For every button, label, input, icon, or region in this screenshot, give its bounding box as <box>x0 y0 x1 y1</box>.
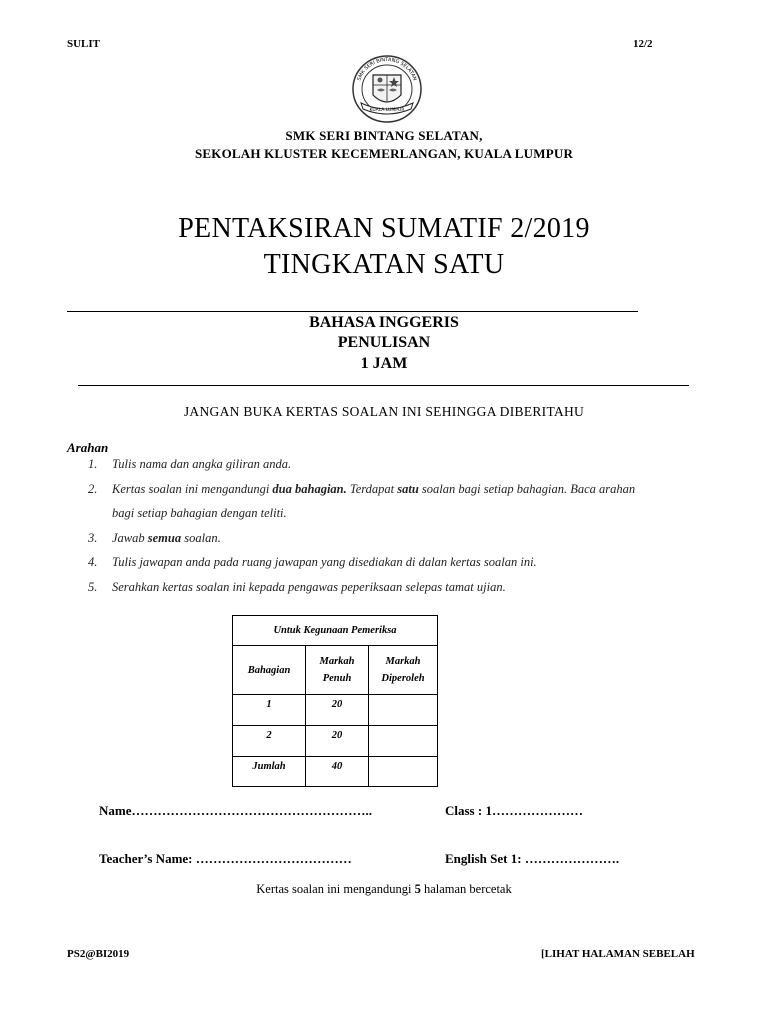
instruction-number: 1. <box>88 457 98 471</box>
table-row <box>233 757 438 787</box>
table-cell-full: 40 <box>306 757 369 787</box>
instruction-item <box>88 526 221 550</box>
instruction-text: Tulis jawapan anda pada ruang jawapan yang disediakan di dalan kertas soalan ini. <box>112 555 537 569</box>
class-field[interactable]: Class : 1………………… <box>445 803 583 818</box>
instruction-emphasis: satu <box>397 482 419 496</box>
instruction-text: Terdapat <box>346 482 398 496</box>
instruction-emphasis: semua <box>147 531 182 545</box>
exam-title: PENTAKSIRAN SUMATIF 2/2019 <box>178 213 590 244</box>
paper-name: PENULISAN <box>337 334 431 351</box>
table-cell-part: 2 <box>233 726 306 757</box>
table-row <box>233 695 438 726</box>
table-header: Markah Diperoleh <box>369 646 438 695</box>
instruction-emphasis: dua bahagian. <box>272 482 347 496</box>
instruction-number: 4. <box>88 555 98 569</box>
instruction-item <box>88 452 291 476</box>
footer-code: PS2@BI2019 <box>67 948 130 960</box>
instruction-text: Jawab <box>112 531 148 545</box>
table-cell-full: 20 <box>306 726 369 757</box>
table-cell-obtained[interactable] <box>369 726 438 757</box>
instruction-continuation: bagi setiap bahagian dengan teliti. <box>112 506 287 520</box>
divider-bottom <box>78 385 689 386</box>
page-count-note: Kertas soalan ini mengandungi 5 halaman bercetak <box>256 882 512 896</box>
english-set-field[interactable]: English Set 1: …………………. <box>445 851 620 866</box>
instructions-heading: Arahan <box>67 440 109 455</box>
svg-text:SMK SERI BINTANG SELATAN: SMK SERI BINTANG SELATAN <box>356 56 418 82</box>
table-cell-part: 1 <box>233 695 306 726</box>
instruction-text: soalan bagi setiap bahagian. Baca arahan <box>418 482 636 496</box>
header-page-code: 12/2 <box>633 38 653 50</box>
svg-text:KUALA LUMPUR: KUALA LUMPUR <box>369 108 405 113</box>
instruction-text: Kertas soalan ini mengandungi <box>112 482 273 496</box>
footer-turn-page: [LIHAT HALAMAN SEBELAH <box>541 948 695 960</box>
table-cell-obtained[interactable] <box>369 695 438 726</box>
table-cell-obtained[interactable] <box>369 757 438 787</box>
divider-top <box>67 311 638 312</box>
teacher-name-field[interactable]: Teacher’s Name: ……………………………… <box>99 851 352 866</box>
instruction-item <box>88 477 728 525</box>
paper-duration: 1 JAM <box>360 355 408 372</box>
instruction-text: Serahkan kertas soalan ini kepada pengawas peperiksaan selepas tamat ujian. <box>112 580 506 594</box>
instruction-text: soalan. <box>181 531 221 545</box>
header-sulit: SULIT <box>67 38 101 50</box>
table-header: Bahagian <box>233 646 306 695</box>
instruction-number: 3. <box>88 531 98 545</box>
school-cluster: SEKOLAH KLUSTER KECEMERLANGAN, KUALA LUMPUR <box>194 146 574 161</box>
table-header: Markah Penuh <box>306 646 369 695</box>
instruction-item <box>88 550 537 574</box>
name-field[interactable]: Name……………………………………………….. <box>99 803 372 818</box>
table-cell-part: Jumlah <box>233 757 306 787</box>
school-crest <box>351 53 423 125</box>
exam-form: TINGKATAN SATU <box>263 249 505 280</box>
instruction-item <box>88 575 506 599</box>
page-count: 5 <box>414 882 421 896</box>
table-title: Untuk Kegunaan Pemeriksa <box>233 616 438 646</box>
instruction-number: 2. <box>88 482 98 496</box>
warning-text: JANGAN BUKA KERTAS SOALAN INI SEHINGGA DIBERITAHU <box>183 404 585 419</box>
subject-name: BAHASA INGGERIS <box>309 314 459 331</box>
examiner-marks-table <box>232 615 438 787</box>
instruction-text: Tulis nama dan angka giliran anda. <box>112 457 292 471</box>
instruction-number: 5. <box>88 580 98 594</box>
school-name: SMK SERI BINTANG SELATAN, <box>285 128 483 143</box>
table-row <box>233 726 438 757</box>
table-cell-full: 20 <box>306 695 369 726</box>
